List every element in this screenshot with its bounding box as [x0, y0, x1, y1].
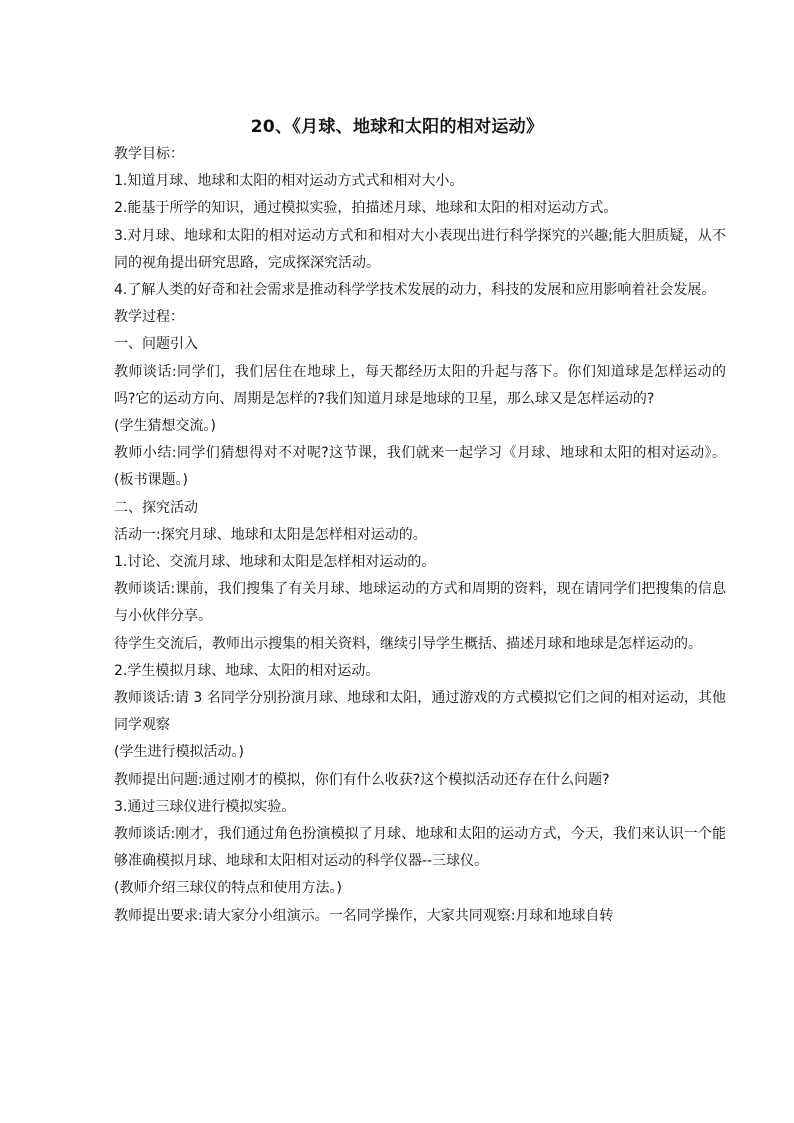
paragraph-teacher-summary: 教师小结:同学们猜想得对不对呢?这节课，我们就来一起学习《月球、地球和太阳的相对运动》。(板书课题。): [114, 445, 726, 489]
paragraph-step-2: 2.学生模拟月球、地球、太阳的相对运动。: [114, 662, 380, 679]
paragraph-goal-2: 2.能基于所学的知识，通过模拟实验，拍描述月球、地球和太阳的相对运动方式。: [114, 200, 618, 217]
paragraph-student-guess: (学生猜想交流。): [114, 418, 216, 435]
paragraph-activity-1: 活动一:探究月球、地球和太阳是怎样相对运动的。: [114, 526, 427, 543]
paragraph-section-2-heading: 二、探究活动: [114, 499, 198, 516]
paragraph-teacher-requirement: 教师提出要求:请大家分小组演示。一名同学操作，大家共同观察:月球和地球自转: [114, 907, 614, 924]
document-body: [114, 141, 726, 930]
paragraph-teacher-intro: 教师谈话:同学们，我们居住在地球上，每天都经历太阳的升起与落下。你们知道球是怎样运动的吗?它的运动方向、周期是怎样的?我们知道月球是地球的卫星，那么球又是怎样运动的?: [114, 363, 726, 407]
paragraph-student-exchange: 待学生交流后，教师出示搜集的相关资料，继续引导学生概括、描述月球和地球是怎样运动的。: [114, 635, 702, 652]
paragraph-section-1-heading: 一、问题引入: [114, 336, 198, 353]
paragraph-teacher-talk-2: 教师谈话:请 3 名同学分别扮演月球、地球和太阳，通过游戏的方式模拟它们之间的相对运动，其他同学观察: [114, 690, 726, 734]
paragraph-teacher-introduces: (教师介绍三球仪的特点和使用方法。): [114, 880, 342, 897]
paragraph-student-simulation: (学生进行模拟活动。): [114, 744, 244, 761]
paragraph-process-heading: 教学过程：: [114, 309, 184, 326]
paragraph-goal-3: 3.对月球、地球和太阳的相对运动方式和和相对大小表现出进行科学探究的兴趣;能大胆质疑，从不同的视角提出研究思路，完成探深究活动。: [114, 227, 726, 271]
paragraph-step-1: 1.讨论、交流月球、地球和太阳是怎样相对运动的。: [114, 554, 436, 571]
paragraph-teacher-talk-1: 教师谈话:课前，我们搜集了有关月球、地球运动的方式和周期的资料，现在请同学们把搜集的信息与小伙伴分享。: [114, 581, 726, 625]
paragraph-teacher-question: 教师提出问题:通过刚才的模拟，你们有什么收获?这个模拟活动还存在什么问题?: [114, 771, 610, 788]
paragraph-goals-heading: 教学目标：: [114, 146, 184, 162]
paragraph-step-3: 3.通过三球仪进行模拟实验。: [114, 798, 296, 815]
paragraph-goal-4: 4.了解人类的好奇和社会需求是推动科学学技术发展的动力，科技的发展和应用影响着社会发展。: [114, 282, 716, 299]
paragraph-teacher-talk-3: 教师谈话:刚才，我们通过角色扮演模拟了月球、地球和太阳的运动方式，今天，我们来认识一个能够准确模拟月球、地球和太阳相对运动的科学仪器--三球仪。: [114, 826, 726, 870]
document-title: 20、《月球、地球和太阳的相对运动》: [250, 117, 544, 137]
paragraph-goal-1: 1.知道月球、地球和太阳的相对运动方式式和相对大小。: [114, 173, 464, 190]
